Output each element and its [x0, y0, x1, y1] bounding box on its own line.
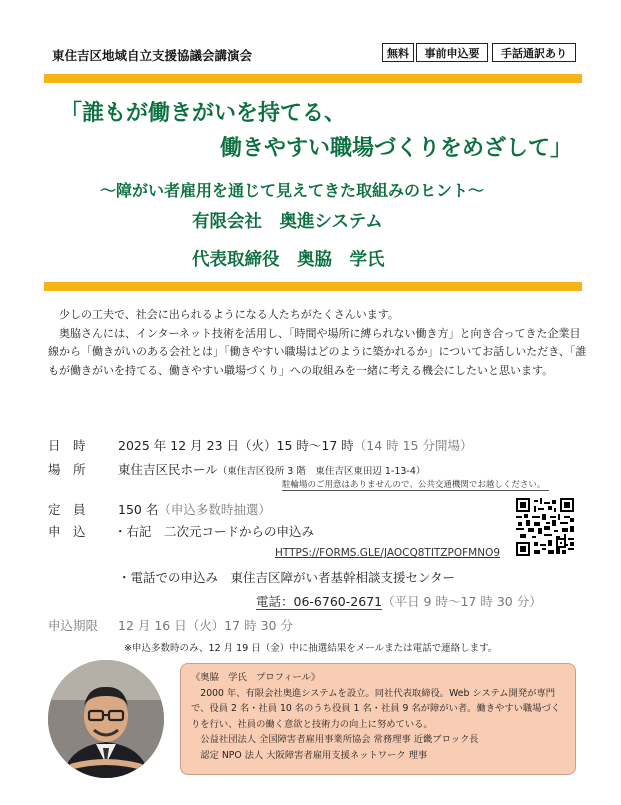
lottery-note: ※申込多数時のみ、12 月 19 日（金）中に抽選結果をメールまたは電話で連絡します。 [124, 643, 498, 654]
title-line-2: 働きやすい職場づくりをめざして」 [220, 136, 573, 161]
speaker-name: 代表取締役 奥脇 学氏 [192, 250, 385, 270]
place-note: （東住吉区役所 3 階 東住吉区東田辺 1-13-4） [217, 466, 426, 477]
top-accent-bar [44, 74, 582, 83]
capacity-label: 定 員 [48, 502, 86, 517]
tag-free: 無料 [382, 43, 414, 62]
place-label: 場 所 [48, 462, 86, 477]
profile-heading: 《奥脇 学氏 プロフィール》 [191, 672, 321, 683]
date-value: 2025 年 12 月 23 日（火）15 時～17 時 [118, 438, 354, 453]
parking-note: 駐輪場のご用意はありませんので、公共交通機関でお越しください。 [282, 478, 549, 491]
profile-role-2: 認定 NPO 法人 大阪障害者雇用支援ネットワーク 理事 [200, 749, 428, 761]
apply-phone-text: ・電話での申込み 東住吉区障がい者基幹相談支援センター [118, 570, 456, 585]
title-line-1: 「誰もが働きがいを持てる、 [60, 101, 347, 126]
tag-sign-language: 手話通訳あり [492, 43, 576, 62]
profile-body: 2000 年、有限会社奥進システムを設立。同社代表取締役。Web システム開発が専門で、役員 2 名・社員 10 名のうち役員 1 名・社員 9 名が障がい者。働きやすい職場づくりを行い、社員の働く意欲と技術力の向上に努めている。 [191, 687, 561, 730]
deadline-value: 12 月 16 日（火）17 時 30 分 [118, 618, 293, 633]
capacity-note: （申込多数時抽選） [158, 502, 271, 517]
qr-code[interactable] [516, 498, 574, 556]
intro-text [48, 306, 588, 380]
intro-paragraph: 奥脇さんには、インターネット技術を活用し、「時間や場所に縛られない働き方」と向き合ってきた企業目線から「働きがいのある会社とは」「働きやすい職場はどのように築かれるか」についてお話しいただき、「誰もが働きがいを持てる、働きやすい職場づくり」への取組みを一緒に考える機会にしたいと思います。 [48, 326, 587, 377]
date-note: （14 時 15 分開場） [353, 438, 473, 453]
apply-label: 申 込 [48, 524, 86, 539]
company-name: 有限会社 奥進システム [192, 212, 383, 232]
place-value: 東住吉区民ホール [118, 462, 218, 477]
profile-box [180, 663, 576, 775]
speaker-photo [48, 660, 164, 778]
speaker-portrait-icon [48, 660, 164, 778]
subtitle: ～障がい者雇用を通じて見えてきた取組みのヒント～ [100, 181, 485, 200]
profile-role-1: 公益社団法人 全国障害者雇用事業所協会 常務理事 近畿ブロック長 [200, 734, 479, 745]
apply-url-link[interactable]: HTTPS://FORMS.GLE/JAOCQ8TITZPOFMNO9 [275, 547, 501, 559]
qr-code-icon [516, 498, 574, 556]
capacity-value: 150 名 [118, 502, 159, 517]
intro-paragraph: 少しの工夫で、社会に出られるようになる人たちがたくさんいます。 [59, 308, 399, 321]
phone-hours: （平日 9 時～17 時 30 分） [382, 594, 542, 609]
phone-number[interactable]: 電話：06-6760-2671 [256, 594, 383, 609]
tag-registration-required: 事前申込要 [416, 43, 488, 62]
bottom-accent-bar [44, 282, 582, 291]
date-label: 日 時 [48, 438, 86, 453]
apply-qr-text: ・右記 二次元コードからの申込み [114, 524, 315, 539]
organizer-name: 東住吉区地域自立支援協議会講演会 [52, 48, 253, 63]
deadline-label: 申込期限 [48, 618, 99, 633]
